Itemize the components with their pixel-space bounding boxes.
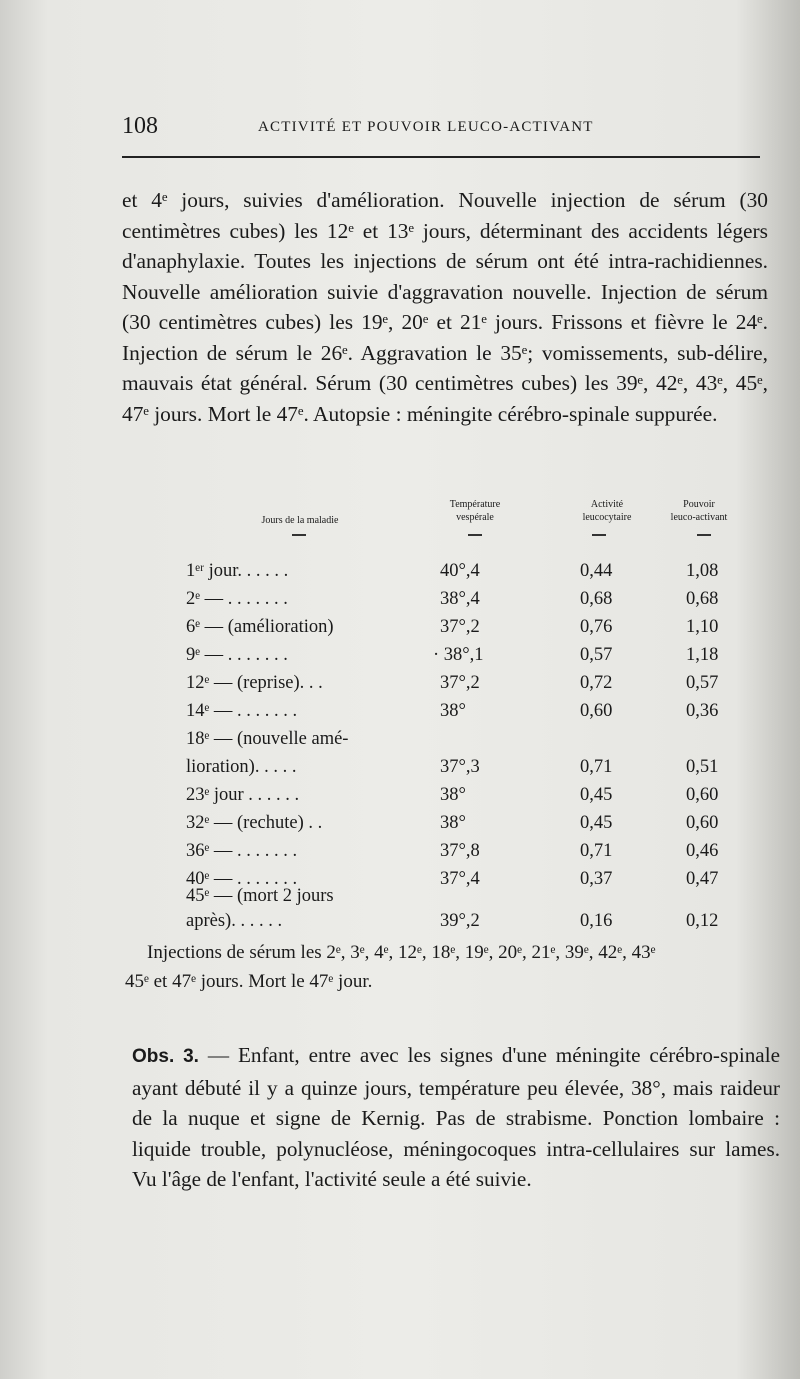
header-dash — [697, 534, 711, 536]
cell-temp: · 38°,1 — [433, 645, 484, 665]
cell-pouvoir: 0,47 — [686, 869, 719, 889]
cell-activite: 0,71 — [580, 841, 613, 861]
cell-temp: 38°,4 — [440, 589, 480, 609]
cell-day: 18ᵉ — (nouvelle amé- — [186, 729, 349, 749]
observation-text: — Enfant, entre avec les signes d'une méningite cérébro-spinale ayant débuté il y a quinze jours, température peu élevée, 38°, mais raideur de la nuque et signe de Kernig. Pas de strabisme. Ponction lombaire : liquide trouble, polynucléose, méningocoques intra-cellulaires sur lames. Vu l'âge de l'enfant, l'activité seule a été suivie. — [132, 1043, 780, 1191]
page-number: 108 — [122, 113, 158, 139]
header-dash — [592, 534, 606, 536]
cell-day: 9ᵉ — . . . . . . . — [186, 645, 288, 665]
cell-temp: 40°,4 — [440, 561, 480, 581]
header-rule — [122, 156, 760, 158]
header-dash — [292, 534, 306, 536]
cell-activite: 0,60 — [580, 701, 613, 721]
injections-line-2: 45ᵉ et 47ᵉ jours. Mort le 47ᵉ jour. — [125, 971, 373, 992]
cell-temp: 38° — [440, 785, 466, 805]
cell-activite: 0,72 — [580, 673, 613, 693]
table-row — [0, 729, 800, 757]
table-row — [0, 785, 800, 813]
col-header-temperature-l2: vespérale — [456, 512, 494, 523]
case-paragraph: et 4ᵉ jours, suivies d'amélioration. Nouvelle injection de sérum (30 centimètres cubes) les 12ᵉ et 13ᵉ jours, déterminant des accidents légers d'anaphylaxie. Toutes les injections de sérum ont été intra-rachidiennes. Nouvelle amélioration suivie d'aggravation nouvelle. Injection de sérum (30 centimètres cubes) les 19ᵉ, 20ᵉ et 21ᵉ jours. Frissons et fièvre le 24ᵉ. Injection de sérum le 26ᵉ. Aggravation le 35ᵉ; vomissements, sub-délire, mauvais état général. Sérum (30 centimètres cubes) les 39ᵉ, 42ᵉ, 43ᵉ, 45ᵉ, 47ᵉ jours. Mort le 47ᵉ. Autopsie : méningite cérébro-spinale suppurée. — [122, 188, 768, 426]
table-row — [0, 757, 800, 785]
table-row — [0, 589, 800, 617]
injections-line-1: Injections de sérum les 2ᵉ, 3ᵉ, 4ᵉ, 12ᵉ, 18ᵉ, 19ᵉ, 20ᵉ, 21ᵉ, 39ᵉ, 42ᵉ, 43ᵉ — [147, 942, 656, 963]
col-header-pouvoir-l2: leuco-activant — [670, 512, 728, 523]
col-header-temperature-l1: Température — [449, 499, 501, 510]
table-row — [0, 617, 800, 645]
cell-activite: 0,16 — [580, 911, 613, 931]
injections-note — [125, 938, 787, 996]
cell-pouvoir: 0,46 — [686, 841, 719, 861]
cell-day: 12ᵉ — (reprise). . . — [186, 673, 323, 693]
observation-title: Obs. 3. — [132, 1046, 199, 1067]
cell-activite: 0,45 — [580, 785, 613, 805]
col-header-activite-l1: Activité — [590, 499, 624, 510]
cell-pouvoir: 1,10 — [686, 617, 719, 637]
table-row — [0, 645, 800, 673]
cell-pouvoir: 0,60 — [686, 813, 719, 833]
cell-day: 14ᵉ — . . . . . . . — [186, 701, 298, 721]
cell-day: 1ᵉʳ jour. . . . . . — [186, 561, 289, 581]
col-header-jours — [215, 514, 385, 527]
cell-day: 45ᵉ — (mort 2 jours — [186, 886, 334, 906]
cell-temp: 39°,2 — [440, 911, 480, 931]
cell-day: lioration). . . . . — [186, 757, 297, 777]
cell-pouvoir: 0,57 — [686, 673, 719, 693]
cell-day: 23ᵉ jour . . . . . . — [186, 785, 300, 805]
observation-paragraph — [132, 1040, 780, 1195]
table-row — [0, 701, 800, 729]
cell-pouvoir: 1,08 — [686, 561, 719, 581]
table-row — [0, 813, 800, 841]
cell-pouvoir: 0,60 — [686, 785, 719, 805]
cell-temp: 37°,2 — [440, 673, 480, 693]
cell-activite: 0,44 — [580, 561, 613, 581]
cell-temp: 38° — [440, 813, 466, 833]
cell-day: 40ᵉ — . . . . . . . — [186, 869, 298, 889]
running-head — [122, 113, 762, 143]
running-title: ACTIVITÉ ET POUVOIR LEUCO-ACTIVANT — [258, 119, 594, 135]
col-header-activite-l2: leucocytaire — [582, 512, 632, 523]
cell-activite: 0,68 — [580, 589, 613, 609]
cell-day: 6ᵉ — (amélioration) — [186, 617, 334, 637]
cell-activite: 0,37 — [580, 869, 613, 889]
cell-temp: 37°,2 — [440, 617, 480, 637]
cell-activite: 0,76 — [580, 617, 613, 637]
cell-pouvoir: 0,36 — [686, 701, 719, 721]
table-row — [0, 673, 800, 701]
cell-pouvoir: 1,18 — [686, 645, 719, 665]
table-row — [0, 911, 800, 939]
header-dash — [468, 534, 482, 536]
cell-pouvoir: 0,51 — [686, 757, 719, 777]
cell-temp: 38° — [440, 701, 466, 721]
col-header-pouvoir — [644, 498, 754, 524]
col-header-jours-label: Jours de la maladie — [261, 515, 339, 526]
cell-day: 32ᵉ — (rechute) . . — [186, 813, 323, 833]
cell-day: 2ᵉ — . . . . . . . — [186, 589, 288, 609]
cell-day: 36ᵉ — . . . . . . . — [186, 841, 298, 861]
table-row — [0, 886, 800, 914]
table-row — [0, 561, 800, 589]
col-header-pouvoir-l1: Pouvoir — [683, 499, 715, 510]
table-row — [0, 841, 800, 869]
cell-activite: 0,57 — [580, 645, 613, 665]
cell-activite: 0,45 — [580, 813, 613, 833]
cell-pouvoir: 0,12 — [686, 911, 719, 931]
col-header-temperature — [420, 498, 530, 524]
cell-activite: 0,71 — [580, 757, 613, 777]
cell-day: après). . . . . . — [186, 911, 283, 931]
cell-pouvoir: 0,68 — [686, 589, 719, 609]
cell-temp: 37°,8 — [440, 841, 480, 861]
cell-temp: 37°,3 — [440, 757, 480, 777]
cell-temp: 37°,4 — [440, 869, 480, 889]
